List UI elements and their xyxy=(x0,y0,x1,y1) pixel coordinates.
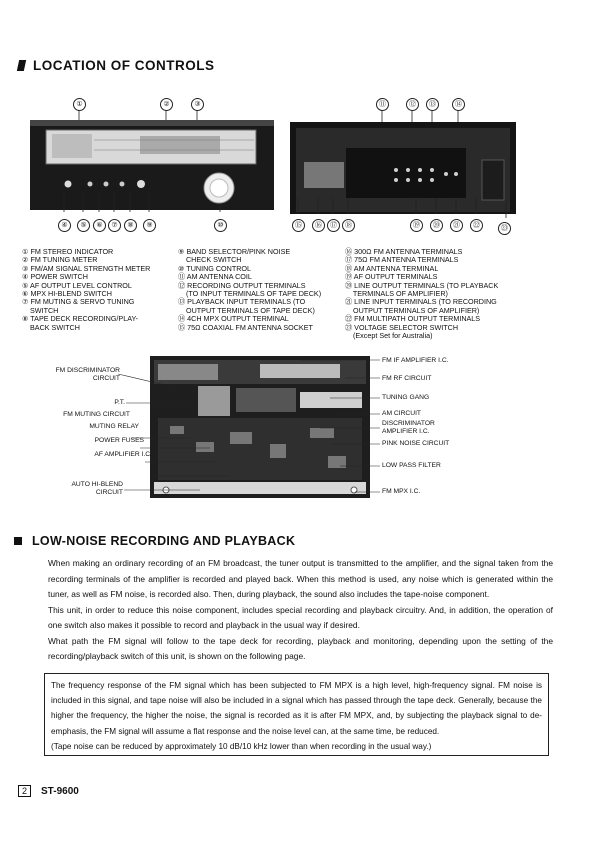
callout-18: ⑱ xyxy=(342,219,355,232)
callout-5: ⑤ xyxy=(77,219,90,232)
legend-column-3: ⑯ 300Ω FM ANTENNA TERMINALS ⑰ 75Ω FM ANTENNA TERMINALS ⑱ AM ANTENNA TERMINAL ⑲ AF OUTPUT TERMINALS ⑳ LINE OUTPUT TERMINALS (TO PLAYBACK TERMINALS OF AMPLIFIER) ㉑ LINE INPUT TERMINALS (TO RECORDING OUTPUT TERMINALS OF AMPLIFIER) ㉒ FM MULTIPATH OUTPUT TERMINALS ㉓ VOLTAGE SELECTOR SWITCH (Except Set for Australia) xyxy=(345,247,499,341)
label-low-pass-filter: LOW PASS FILTER xyxy=(382,462,441,469)
callout-15: ⑮ xyxy=(292,219,305,232)
callout-2: ② xyxy=(160,98,173,111)
label-fm-discriminator-circuit: FM DISCRIMINATOR CIRCUIT xyxy=(55,367,120,382)
model-number: ST-9600 xyxy=(41,786,79,797)
callout-16: ⑯ xyxy=(312,219,325,232)
callout-13: ⑬ xyxy=(426,98,439,111)
paragraph-1: When making an ordinary recording of an FM broadcast, the tuner output is transmitted to the amplifier, and the signal taken from the recording terminals of the amplifier is recorded and played back. When this method is used, any noise which is generated within the tuner, as well as FM noise, is recorded also. Then, during playback, the sound also includes the tape-noise component. xyxy=(48,558,553,599)
section-title-low-noise: LOW-NOISE RECORDING AND PLAYBACK xyxy=(14,534,295,548)
callout-1: ① xyxy=(73,98,86,111)
note-box-text: The frequency response of the FM signal which has been subjected to FM MPX is a high level, high-frequency signal. FM noise is included in this signal, and tape noise will also be included in a signal which has passed through the tape deck. Generally, because the higher the frequency, the higher the noise, the signal is recorded as it is after FM MPX, and, by subjecting the playback signal to de-emphasis, the FM signal will assume a flat response and the noise level can, at the same time, be reduced. xyxy=(51,681,542,736)
callout-4: ④ xyxy=(58,219,71,232)
label-power-fuses: POWER FUSES xyxy=(94,437,144,444)
front-panel-photo xyxy=(22,100,277,230)
callout-19: ⑲ xyxy=(410,219,423,232)
label-am-circuit: AM CIRCUIT xyxy=(382,410,422,417)
section-marker-icon xyxy=(17,60,26,71)
callout-17: ⑰ xyxy=(327,219,340,232)
callout-6: ⑥ xyxy=(93,219,106,232)
label-pink-noise-circuit: PINK NOISE CIRCUIT xyxy=(382,440,450,447)
section-title-location: LOCATION OF CONTROLS xyxy=(18,58,215,73)
label-muting-relay: MUTING RELAY xyxy=(89,423,139,430)
paragraph-2: This unit, in order to reduce this noise component, includes special recording and playback circuitry. And, in addition, the operation of one switch also makes it possible to record and playback in the usual way if desired. xyxy=(48,604,553,630)
callout-10: ⑩ xyxy=(214,219,227,232)
label-fm-muting-circuit: FM MUTING CIRCUIT xyxy=(63,411,130,418)
label-auto-hi-blend-circuit: AUTO HI-BLEND CIRCUIT xyxy=(71,481,123,496)
label-fm-mpx-ic: FM MPX I.C. xyxy=(382,488,421,495)
label-af-amplifier-ic: AF AMPLIFIER I.C. xyxy=(94,451,152,458)
label-pt: P.T. xyxy=(114,399,125,406)
callout-22: ㉒ xyxy=(470,219,483,232)
page-number: 2 xyxy=(18,785,31,797)
rear-panel-photo xyxy=(286,100,526,230)
callout-14: ⑭ xyxy=(452,98,465,111)
legend-column-2: ⑨ BAND SELECTOR/PINK NOISE CHECK SWITCH ⑩ TUNING CONTROL ⑪ AM ANTENNA COIL ⑫ RECORDING OUTPUT TERMINALS (TO INPUT TERMINALS OF TAPE DECK) ⑬ PLAYBACK INPUT TERMINALS (TO OUTPUT TERMINALS OF TAPE DECK) ⑭ 4CH MPX OUTPUT TERMINAL ⑮ 75Ω COAXIAL FM ANTENNA SOCKET xyxy=(178,247,322,332)
callout-11: ⑪ xyxy=(376,98,389,111)
callout-12: ⑫ xyxy=(406,98,419,111)
callout-21: ㉑ xyxy=(450,219,463,232)
legend-column-1: ① FM STEREO INDICATOR ② FM TUNING METER ③ FM/AM SIGNAL STRENGTH METER ④ POWER SWITCH ⑤ AF OUTPUT LEVEL CONTROL ⑥ MPX HI-BLEND SWITCH ⑦ FM MUTING & SERVO TUNING SWITCH ⑧ TAPE DECK RECORDING/PLAY- BACK SWITCH xyxy=(22,247,151,332)
callout-3: ③ xyxy=(191,98,204,111)
paragraph-3: What path the FM signal will follow to the tape deck for recording, playback and monitoring, depending upon the setting of the recording/playback switch of this unit, is shown on the following page. xyxy=(48,635,553,661)
body-text xyxy=(48,556,553,665)
callout-7: ⑦ xyxy=(108,219,121,232)
callout-8: ⑧ xyxy=(124,219,137,232)
label-fm-if-amplifier-ic: FM IF AMPLIFIER I.C. xyxy=(382,357,449,364)
note-box xyxy=(44,673,549,756)
label-discriminator-amplifier-ic: DISCRIMINATOR AMPLIFIER I.C. xyxy=(382,420,435,435)
note-box-footnote: (Tape noise can be reduced by approximately 10 dB/10 kHz lower than when recording in the usual way.) xyxy=(51,741,432,751)
section-marker-icon xyxy=(14,537,22,545)
callout-9: ⑨ xyxy=(143,219,156,232)
callout-23: ㉓ xyxy=(498,222,511,235)
label-tuning-gang: TUNING GANG xyxy=(382,394,430,401)
label-fm-rf-circuit: FM RF CIRCUIT xyxy=(382,375,432,382)
callout-20: ⑳ xyxy=(430,219,443,232)
page-footer xyxy=(18,785,79,797)
